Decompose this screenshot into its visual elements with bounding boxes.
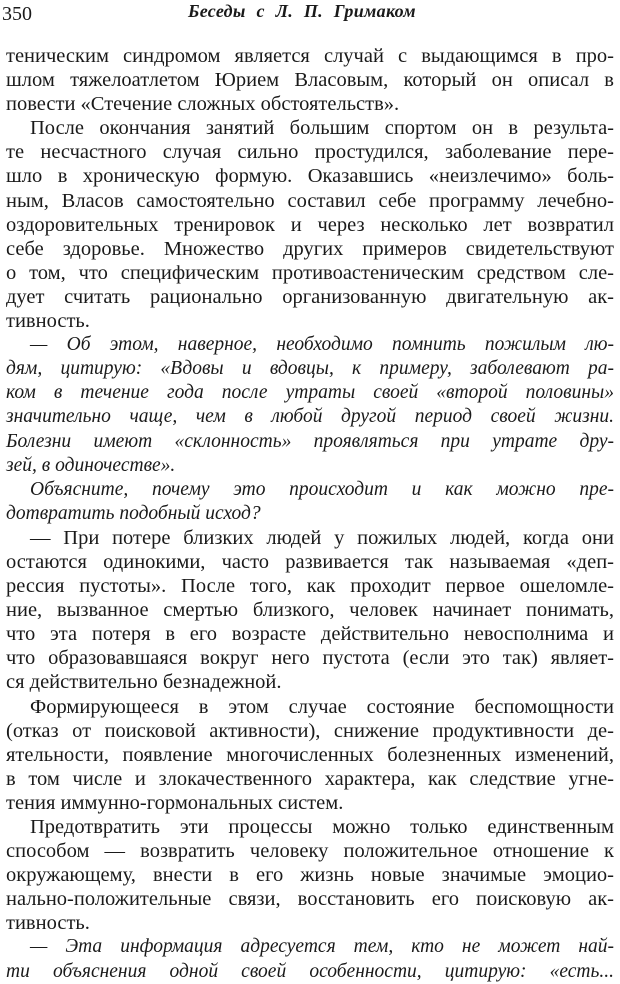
text-line: дям, цитирую: «Вдовы и вдовцы, к примеру, заболевают ра- — [6, 358, 614, 380]
text-line: зей, в одиночестве». — [6, 454, 176, 476]
text-line: способом — возвратить человеку положительное отношение к — [6, 840, 614, 863]
text-line: дует считать рационально организованную двигательную ак- — [6, 285, 614, 308]
text-line: (отказ от поисковой активности), снижение продуктивности де- — [6, 719, 614, 742]
text-line: ние, вызванное смертью близкого, человек начинает понимать, — [6, 599, 614, 622]
text-line: После окончания занятий большим спортом он в результа- — [30, 117, 614, 140]
text-line: тивность. — [6, 310, 90, 333]
text-line: тивность. — [6, 912, 90, 935]
running-title: Беседы с Л. П. Гримаком — [188, 1, 416, 21]
text-line: повести «Стечение сложных обстоятельств». — [6, 93, 400, 116]
text-line: окружающему, внести в его жизнь новые значимые эмоцио- — [6, 864, 614, 887]
text-line: шло в хроническую формую. Оказавшись «неизлечимо» боль- — [6, 165, 614, 188]
text-line: — Об этом, наверное, необходимо помнить пожилым лю- — [30, 334, 614, 356]
text-line: ным, Власов самостоятельно составил себе программу лечебно- — [6, 189, 614, 212]
text-line: в том числе и злокачественного характера, как следствие угне- — [6, 767, 614, 790]
text-line: нально-положительные связи, восстановить его поисковую ак- — [6, 888, 614, 911]
text-line: значительно чаще, чем в любой другой период своей жизни. — [6, 406, 614, 428]
text-line: рессия пустоты». После того, как проходит первое ошеломле- — [6, 575, 614, 598]
text-line: себе здоровье. Множество других примеров свидетельствуют — [6, 237, 614, 260]
text-line: — При потере близких людей у пожилых людей, когда они — [30, 526, 614, 549]
text-line: что образовавшаяся вокруг него пустота (если это так) являет- — [6, 647, 614, 670]
page-header — [0, 0, 620, 30]
text-line: о том, что специфическим противоастеническим средством сле- — [6, 261, 614, 284]
text-line: тения иммунно-гормональных систем. — [6, 791, 344, 814]
page-number: 350 — [2, 3, 32, 25]
text-line: Формирующееся в этом случае состояние беспомощности — [30, 695, 614, 718]
text-line: ся действительно безнадежной. — [6, 671, 282, 694]
text-line: остаются одинокими, часто развивается так называемая «деп- — [6, 550, 614, 573]
text-line: Объясните, почему это происходит и как можно пре- — [30, 478, 614, 500]
text-line: те несчастного случая сильно простудился, заболевание пере- — [6, 141, 614, 164]
text-line: шлом тяжелоатлетом Юрием Власовым, который он описал в — [6, 69, 614, 92]
text-line: дотвратить подобный исход? — [6, 502, 261, 524]
text-line: ти объяснения одной своей особенности, цитирую: «есть... — [6, 960, 614, 982]
text-line: ятельности, появление многочисленных болезненных изменений, — [6, 743, 614, 766]
text-line: что эта потеря в его возрасте действительно невосполнима и — [6, 623, 614, 646]
text-line: Предотвратить эти процессы можно только единственным — [30, 816, 614, 838]
body-text — [6, 44, 614, 984]
text-line: ком в течение года после утраты своей «второй половины» — [6, 382, 614, 404]
text-line: — Эта информация адресуется тем, кто не может най- — [30, 936, 614, 958]
text-line: оздоровительных тренировок и через несколько лет возвратил — [6, 213, 614, 236]
text-line: Болезни имеют «склонность» проявляться при утрате дру- — [6, 430, 614, 452]
text-line: теническим синдромом является случай с выдающимся в про- — [6, 45, 614, 67]
